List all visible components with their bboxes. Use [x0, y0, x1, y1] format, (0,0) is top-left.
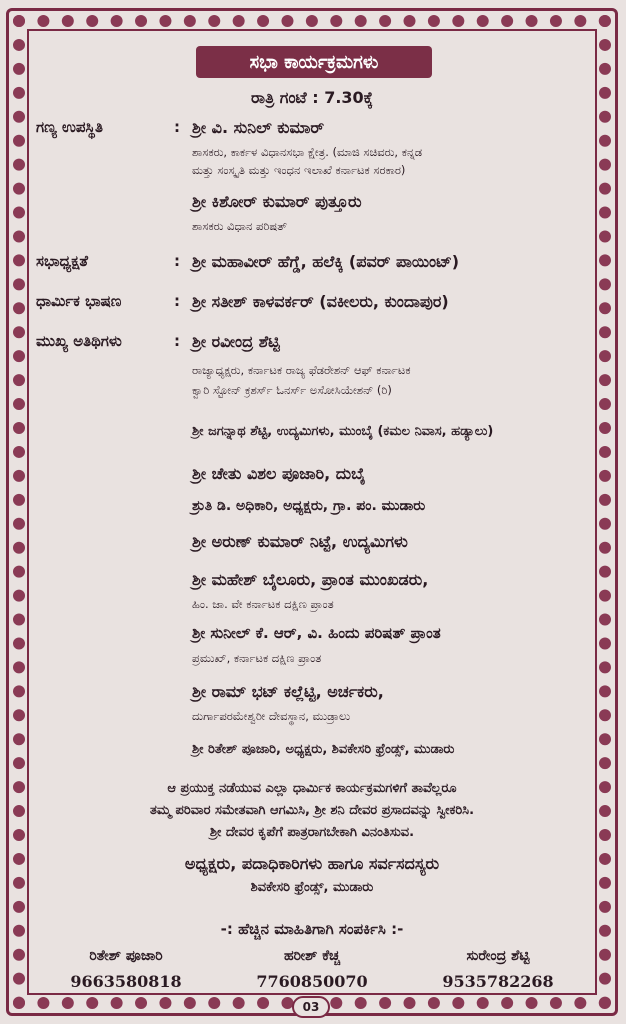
contact-phone: 7760850070 [256, 972, 368, 991]
role-label: ಧಾರ್ಮಿಕ ಭಾಷಣ [36, 292, 122, 310]
organizers: ಅಧ್ಯಕ್ಷರು, ಪದಾಧಿಕಾರಿಗಳು ಹಾಗೂ ಸರ್ವಸದಸ್ಯರು [184, 854, 440, 873]
person-desc: ದುರ್ಗಾಪರಮೇಶ್ವರೀ ದೇವಸ್ಥಾನ, ಮುಡ್ರಾಲು [192, 709, 351, 723]
closing-line: ತಮ್ಮ ಪರಿವಾರ ಸಮೇತವಾಗಿ ಆಗಮಿಸಿ, ಶ್ರೀ ಶನಿ ದೇವರ ಪ್ರಸಾದವನ್ನು ಸ್ವೀಕರಿಸಿ. [149, 803, 475, 818]
content [36, 40, 588, 990]
person-name: ಶ್ರೀ ಸತೀಶ್ ಕಾಳವರ್ಕರ್ (ವಕೀಲರು, ಕುಂದಾಪುರ) [192, 292, 449, 311]
colon: : [174, 332, 180, 350]
person-desc: ಪ್ರಮುಖ್, ಕರ್ನಾಟಕ ದಕ್ಷಿಣ ಪ್ರಾಂತ [192, 651, 322, 665]
person-name: ಶ್ರೀ ಕಿಶೋರ್ ಕುಮಾರ್ ಪುತ್ತೂರು [192, 192, 362, 211]
contact-item [36, 948, 216, 991]
closing-line: ಆ ಪ್ರಯುಕ್ತ ನಡೆಯುವ ಎಲ್ಲಾ ಧಾರ್ಮಿಕ ಕಾರ್ಯಕ್ರಮಗಳಿಗೆ ತಾವೆಲ್ಲರೂ [167, 781, 457, 796]
contact-item [222, 948, 402, 991]
organization-name: ಶಿವಕೇಸರಿ ಫ್ರೆಂಡ್ಸ್, ಮುಡಾರು [250, 880, 374, 895]
contact-name: ಸುರೇಂದ್ರ ಶೆಟ್ಟಿ [466, 948, 530, 964]
person-desc: ಶಾಸಕರು ವಿಧಾನ ಪರಿಷತ್ [192, 219, 288, 233]
event-time: ರಾತ್ರಿ ಗಂಟೆ : 7.30ಕ್ಕೆ [250, 88, 374, 107]
person-name: ಶ್ರೀ ರಾಮ್ ಭಟ್ ಕಲ್ಲೆಟ್ಟಿ, ಅರ್ಚಕರು, [192, 682, 384, 701]
person-desc: ಶಾಸಕರು, ಕಾರ್ಕಳ ವಿಧಾನಸಭಾ ಕ್ಷೇತ್ರ. (ಮಾಜಿ ಸಚಿವರು, ಕನ್ನಡ [192, 145, 423, 159]
contact-list [36, 948, 588, 991]
person-name: ಶ್ರೀ ಸುನೀಲ್ ಕೆ. ಆರ್, ವಿ. ಹಿಂದು ಪರಿಷತ್ ಪ್ರಾಂತ [192, 624, 441, 642]
person-name: ಶ್ರೀ ವಿ. ಸುನಿಲ್ ಕುಮಾರ್ [192, 118, 325, 137]
contact-phone: 9663580818 [70, 972, 182, 991]
contact-name: ರಿತೇಶ್ ಪೂಜಾರಿ [89, 948, 163, 964]
person-desc: ಹಿಂ. ಜಾ. ವೇ ಕರ್ನಾಟಕ ದಕ್ಷಿಣ ಪ್ರಾಂತ [192, 597, 334, 611]
colon: : [174, 252, 180, 270]
person-desc: ಮತ್ತು ಸಂಸ್ಕೃತಿ ಮತ್ತು ಇಂಧನ ಇಲಾಖೆ ಕರ್ನಾಟಕ ಸರಕಾರ) [192, 163, 406, 177]
person-desc: ಕ್ವಾರಿ ಸ್ಟೋನ್ ಕ್ರಶರ್ಸ್ ಓನರ್ಸ್ ಅಸೋಸಿಯೇಶನ್ (ರಿ) [192, 383, 392, 397]
closing-line: ಶ್ರೀ ದೇವರ ಕೃಪೆಗೆ ಪಾತ್ರರಾಗಬೇಕಾಗಿ ವಿನಂತಿಸುವ. [209, 825, 415, 840]
contact-item [408, 948, 588, 991]
person-name: ಶ್ರೀ ಚೇತು ವಿಶಲ ಪೂಜಾರಿ, ದುಬೈ [192, 464, 366, 483]
person-desc: ರಾಜ್ಯಾಧ್ಯಕ್ಷರು, ಕರ್ನಾಟಕ ರಾಜ್ಯ ಫೆಡರೇಶನ್ ಆಫ್ ಕರ್ನಾಟಕ [192, 363, 411, 377]
contact-phone: 9535782268 [442, 972, 554, 991]
role-label: ಗಣ್ಯ ಉಪಸ್ಥಿತಿ [36, 118, 103, 136]
colon: : [174, 292, 180, 310]
person-name: ಶ್ರೀ ರವೀಂದ್ರ ಶೆಟ್ಟಿ [192, 332, 280, 351]
colon: : [174, 118, 180, 136]
page-title: ಸಭಾ ಕಾರ್ಯಕ್ರಮಗಳು [196, 46, 432, 78]
person-name: ಶ್ರೀ ಮಹೇಶ್ ಬೈಲೂರು, ಪ್ರಾಂತ ಮುಂಖಡರು, [192, 570, 429, 589]
contact-title: -: ಹೆಚ್ಚಿನ ಮಾಹಿತಿಗಾಗಿ ಸಂಪರ್ಕಿಸಿ :- [220, 920, 404, 938]
person-name: ಶ್ರೀ ಜಗನ್ನಾಥ ಶೆಟ್ಟಿ, ಉದ್ಯಮಿಗಳು, ಮುಂಬೈ (ಕಮಲ ನಿವಾಸ, ಹಡ್ಯಾಲು) [192, 424, 494, 439]
person-name: ಶ್ರುತಿ ಡಿ. ಅಧಿಕಾರಿ, ಅಧ್ಯಕ್ಷರು, ಗ್ರಾ. ಪಂ. ಮುಡಾರು [192, 498, 426, 514]
person-name: ಶ್ರೀ ರಿತೇಶ್ ಪೂಜಾರಿ, ಅಧ್ಯಕ್ಷರು, ಶಿವಕೇಸರಿ ಫ್ರೆಂಡ್ಸ್, ಮುಡಾರು [192, 742, 455, 757]
role-label: ಸಭಾಧ್ಯಕ್ಷತೆ [36, 252, 88, 270]
role-label: ಮುಖ್ಯ ಅತಿಥಿಗಳು [36, 332, 122, 350]
person-name: ಶ್ರೀ ಅರುಣ್ ಕುಮಾರ್ ನಿಟ್ಟೆ, ಉದ್ಯಮಿಗಳು [192, 532, 408, 551]
contact-name: ಹರೀಶ್ ಕೆಚ್ಚ [283, 948, 341, 964]
page-number: 03 [292, 996, 330, 1018]
person-name: ಶ್ರೀ ಮಹಾವೀರ್ ಹೆಗ್ಡೆ, ಹಲೆಕ್ಕಿ (ಪವರ್ ಪಾಯಿಂಟ್) [192, 252, 460, 271]
